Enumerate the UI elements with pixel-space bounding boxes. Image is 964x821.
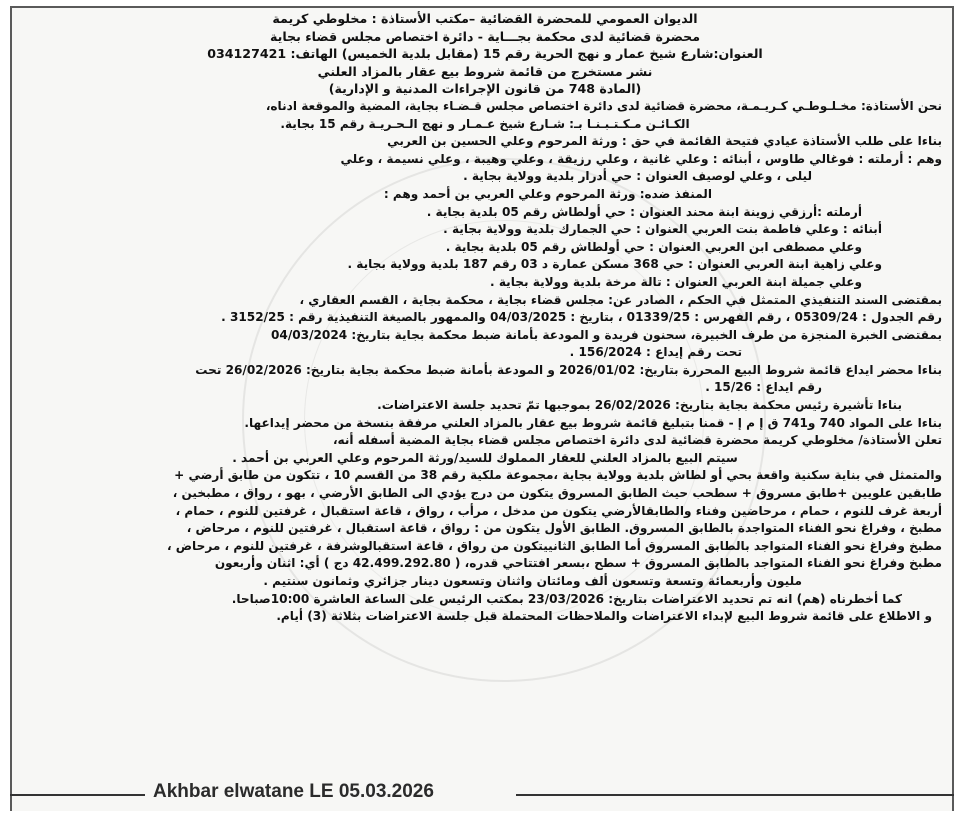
body-line: ليلى ، وعلي لوصيف العنوان : حي أدرار بلدية وولاية بجاية . [463, 169, 812, 184]
body-line: والمتمثل في بناية سكنية واقعة بحي أو لطاش بلدية وولاية بجاية ،مجموعة ملكية رقم 38 من القسم 10 ، تتكون من طابق أرضي + [174, 468, 942, 483]
header-line: العنوان:شارع شيخ عمار و نهج الحرية رقم 15 (مقابل بلدية الخميس) الهاتف: 034127421 [207, 46, 763, 62]
body-line: نحن الأستاذة: مخـلـوطـي كـريـمـة، محضرة قضائية لدى دائرة اختصاص مجلس قـضـاء بجاية، المضية والموقعة ادناه، [265, 98, 942, 113]
body-line: مطبخ ، وفراغ نحو الفناء المتواجدة بالطابق المسروق. الطابق الأول يتكون من : رواق ، قاعة استقبال ، غرفتين للنوم ، مرحاض ، [186, 521, 942, 536]
footer-rule-left [10, 794, 145, 796]
body-line: تحت رقم إيداع : 156/2024 . [569, 345, 742, 360]
body-line: كما أخطرناه (هم) انه تم تحديد الاعتراضات بتاريخ: 23/03/2026 بمكتب الرئيس على الساعة العاشرة 10:00صباحا. [231, 591, 902, 606]
body-line: وهم : أرملته : فوغالي طاوس ، أبنائه : وعلي غانية ، وعلي رزيقة ، وعلي وهيبة ، وعلي نسيمة ، وعلي [340, 151, 942, 166]
body-line: أرملته :أرزقي زوينة ابنة محند العنوان : حي أولطاش رقم 05 بلدية بجاية . [426, 204, 862, 219]
body-line: مليون وأربعمائة وتسعة وتسعون ألف ومائتان واثنان وتسعون دينار جزائري وثمانون سنتيم . [263, 574, 802, 588]
notice-content [28, 10, 942, 626]
publication-label: Akhbar elwatane LE 05.03.2026 [153, 781, 434, 802]
body-line: بناءا على طلب الأستاذة عيادي فتيحة القائمة في حق : ورثة المرحوم وعلي الحسين بن العربي [387, 134, 942, 149]
body-line: بناءا محضر ايداع قائمة شروط البيع المحررة بتاريخ: 2026/01/02 و المودعة بأمانة ضبط محكمة بجاية بتاريخ: 26/02/2026 تحت [195, 362, 942, 377]
body-line: الكـائـن مـكـتـبـنـا بـ: شـارع شيخ عـمـار و نهج الـحـريـة رقم 15 بجاية. [280, 116, 690, 131]
body-line: بناءا تأشيرة رئيس محكمة بجاية بتاريخ: 26/02/2026 بموجبها تمّ تحديد جلسة الاعتراضات. [377, 398, 902, 413]
header-line: (المادة 748 من قانون الإجراءات المدنية و الإدارية) [328, 81, 642, 97]
header-line: محضرة قضائية لدى محكمة بجـــاية - دائرة اختصاص مجلس قضاء بجاية [269, 28, 701, 44]
body-line: مطبخ وفراغ نحو الفناء المتواجد بالطابق المسروق أما الطابق الثانييتكون من رواق ، قاعة استقبالوشرفة ، غرفتين للنوم ، مرحاض ، [166, 538, 942, 553]
body-line: طابقين علويين +طابق مسروق + سطحب حيث الطابق المسروق يتكون من درج يؤدي الى الطابق الأرضي ، بهو ، رواق ، مطبخين ، [172, 486, 942, 501]
body-line: رقم ايداع : 15/26 . [705, 380, 822, 395]
body-line: تعلن الأستاذة/ مخلوطي كريمة محضرة قضائية لدى دائرة اختصاص مجلس قضاء بجاية المضية أسفله أنه، [332, 433, 942, 448]
header-line: نشر مستخرج من قائمة شروط بيع عقار بالمزاد العلني [317, 63, 653, 79]
body-line: و الاطلاع على قائمة شروط البيع لإبداء الاعتراضات والملاحظات المحتملة قبل جلسة الاعتراضات بثلاثة (3) أيام. [276, 609, 932, 624]
body-line: مطبخ وفراغ نحو الفناء المتواجد بالطابق المسروق + سطح ،بسعر افتتاحي قدره، ( 42.499.292.80 دج ) أي: اثنان وأربعون [214, 556, 942, 571]
body-line: أربعة غرف للنوم ، حمام ، مرحاضين وفناء والطابقالأرضي يتكون من مدخل ، مرأب ، رواق ، قاعة استقبال ، غرفتين للنوم ، حمام ، [175, 503, 942, 518]
body-line: رقم الجدول : 05309/24 ، رقم الفهرس : 01339/25 ، بتاريخ : 04/03/2025 والممهور بالصيغة التنفيذية رقم : 3152/25 . [221, 310, 942, 325]
body-line: سيتم البيع بالمزاد العلني للعقار المملوك للسيد/ورثة المرحوم وعلي العربي بن أحمد . [232, 450, 738, 465]
body-line: أبنائه : وعلي فاطمة بنت العربي العنوان : حي الجمارك بلدية وولاية بجاية . [443, 222, 882, 237]
notice-sheet [10, 6, 954, 811]
footer-rule-right [516, 794, 954, 796]
body-line: وعلي جميلة ابنة العربي العنوان : تالة مرخة بلدية وولاية بجاية . [490, 274, 862, 289]
body-line: بناءا على المواد 740 و741 ق إ م إ - قمنا بتبليغ قائمة شروط بيع عقار بالمزاد العلني مرفقة بنسخة من محضر إيداعها. [244, 415, 942, 430]
body-line: المنفذ ضده: ورثة المرحوم وعلي العربي بن أحمد وهم : [383, 186, 712, 201]
body-line: وعلي مصطفى ابن العربي العنوان : حي أولطاش رقم 05 بلدية بجاية . [445, 239, 862, 254]
body-line: بمقتضى السند التنفيذي المتمثل في الحكم ، الصادر عن: مجلس قضاء بجاية ، محكمة بجاية ، القسم العقاري ، [299, 292, 942, 307]
header-line: الديوان العمومي للمحضرة القضائية –مكتب الأستاذة : مخلوطي كريمة [272, 11, 698, 26]
body-line: وعلي زاهية ابنة العربي العنوان : حي 368 مسكن عمارة د 03 رقم 187 بلدية وولاية بجاية . [347, 257, 882, 272]
publication-footer [10, 781, 954, 811]
body-line: بمقتضى الخبرة المنجزة من طرف الخبيرة، سحنون فريدة و المودعة بأمانة ضبط محكمة بجاية بتاريخ: 04/03/2024 [271, 327, 942, 342]
